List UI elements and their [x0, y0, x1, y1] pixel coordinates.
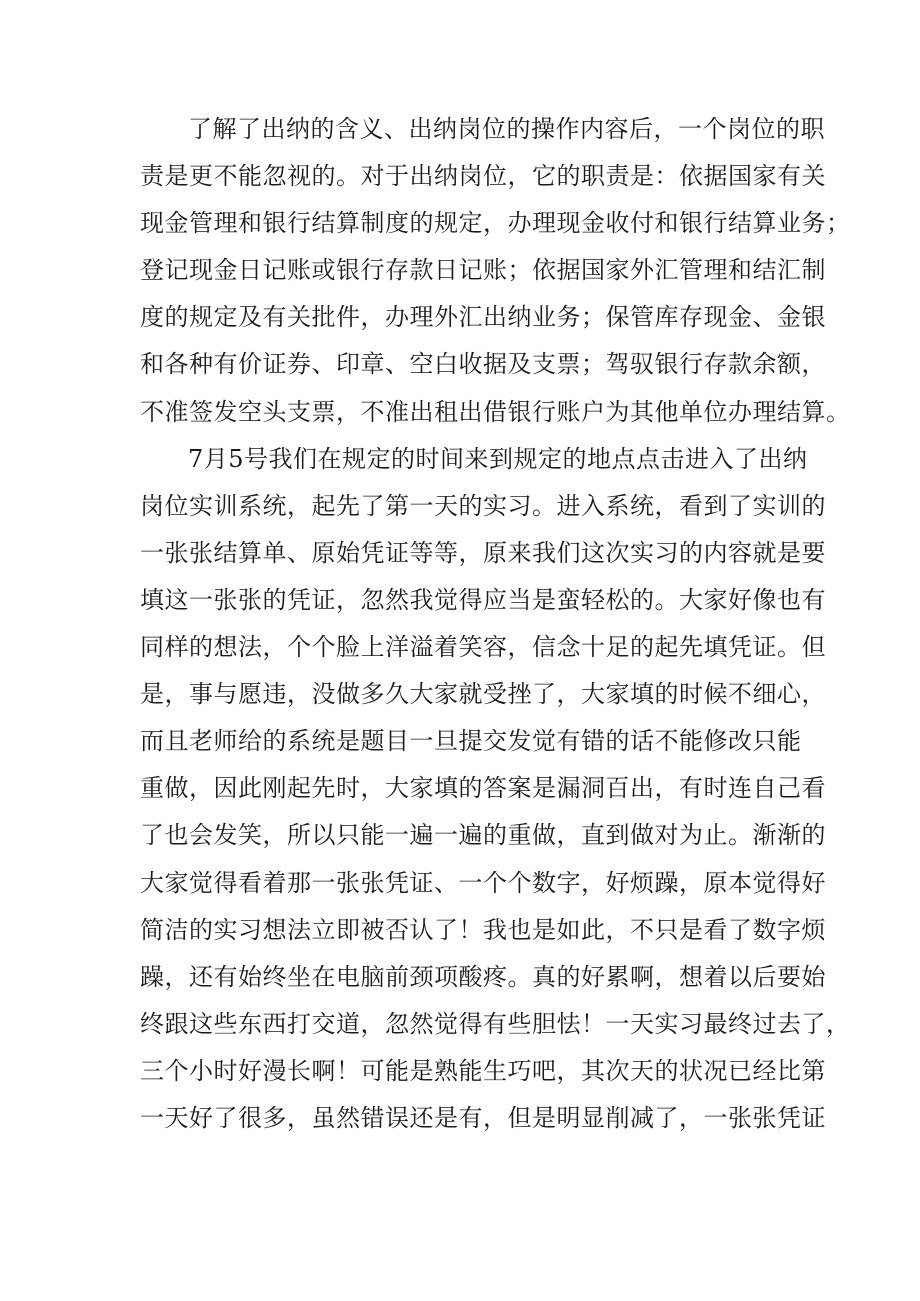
text-line: 7月5号我们在规定的时间来到规定的地点点击进入了出纳: [188, 444, 808, 473]
paragraph: [140, 436, 851, 1142]
text-line: 了解了出纳的含义、出纳岗位的操作内容后，一个岗位的职: [188, 115, 825, 143]
text-line: 同样的想法，个个脸上洋溢着笑容，信念十足的起先填凭证。但: [140, 633, 826, 662]
text-line: 填这一张张的凭证，忽然我觉得应当是蛮轻松的。大家好像也有: [140, 585, 826, 614]
text-line: 度的规定及有关批件，办理外汇出纳业务；保管库存现金、金银: [140, 303, 826, 332]
text-line: 躁，还有始终坐在电脑前颈项酸疼。真的好累啊，想着以后要始: [140, 962, 826, 991]
text-line: 简洁的实习想法立即被否认了！我也是如此，不只是看了数字烦: [140, 915, 826, 944]
paragraph: [140, 106, 851, 436]
text-line: 是，事与愿违，没做多久大家就受挫了，大家填的时候不细心，: [140, 680, 826, 709]
text-line: 一张张结算单、原始凭证等等，原来我们这次实习的内容就是要: [140, 538, 826, 567]
text-line: 不准签发空头支票，不准出租出借银行账户为其他单位办理结算。: [140, 397, 851, 426]
text-line: 而且老师给的系统是题目一旦提交发觉有错的话不能修改只能: [140, 727, 802, 756]
text-line: 责是更不能忽视的。对于出纳岗位，它的职责是：依据国家有关: [140, 162, 826, 191]
document-body: [140, 106, 851, 1142]
text-line: 重做，因此刚起先时，大家填的答案是漏洞百出，有时连自己看: [140, 774, 826, 803]
text-line: 大家觉得看着那一张张凭证、一个个数字，好烦躁，原本觉得好: [140, 868, 826, 897]
text-line: 终跟这些东西打交道，忽然觉得有些胆怯！一天实习最终过去了，: [140, 1009, 851, 1038]
text-line: 现金管理和银行结算制度的规定，办理现金收付和银行结算业务；: [140, 209, 851, 238]
text-line: 一天好了很多，虽然错误还是有，但是明显削减了，一张张凭证: [140, 1103, 826, 1132]
text-line: 岗位实训系统，起先了第一天的实习。进入系统，看到了实训的: [140, 491, 826, 520]
text-line: 三个小时好漫长啊！可能是熟能生巧吧，其次天的状况已经比第: [140, 1056, 826, 1085]
text-line: 和各种有价证券、印章、空白收据及支票；驾驭银行存款余额，: [140, 350, 826, 379]
text-line: 了也会发笑，所以只能一遍一遍的重做，直到做对为止。渐渐的: [140, 821, 826, 850]
text-line: 登记现金日记账或银行存款日记账；依据国家外汇管理和结汇制: [140, 256, 826, 285]
